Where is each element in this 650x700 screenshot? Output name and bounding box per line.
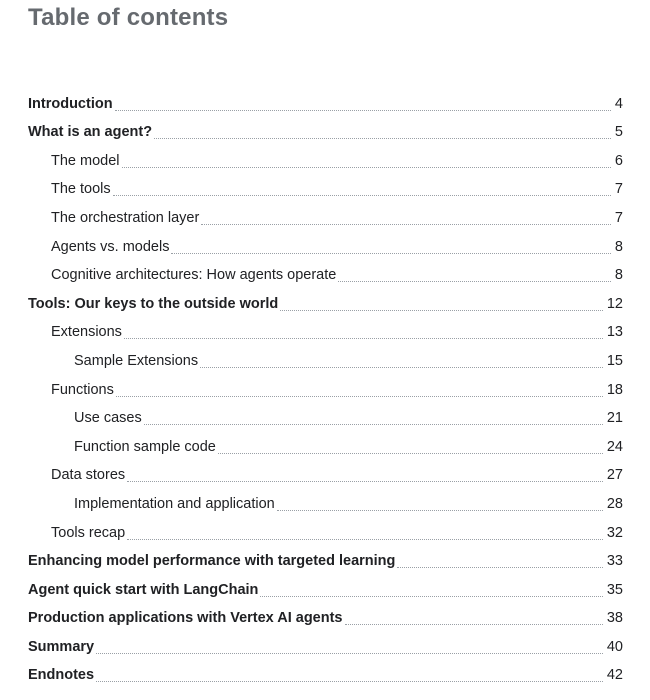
toc-entry-page: 4	[614, 95, 623, 112]
toc-entry-page: 15	[606, 352, 623, 369]
toc-entry-endnotes[interactable]	[28, 658, 623, 687]
toc-entry-what-is-an-agent[interactable]	[28, 115, 623, 144]
toc-entry-enhancing-model-performance[interactable]	[28, 544, 623, 573]
toc-entry-label: Data stores	[51, 467, 126, 484]
dot-leader	[345, 623, 603, 625]
toc-entry-label: Use cases	[74, 410, 142, 427]
toc-entry-page: 21	[606, 410, 623, 427]
toc-entry-label: Introduction	[28, 95, 113, 112]
toc-entry-label: Production applications with Vertex AI agents	[28, 610, 343, 627]
toc-entry-tools-recap[interactable]	[28, 515, 623, 544]
toc-entry-orchestration-layer[interactable]	[28, 200, 623, 229]
dot-leader	[277, 509, 603, 511]
page-title: Table of contents	[28, 4, 229, 31]
toc-entry-page: 18	[606, 381, 623, 398]
toc-entry-label: Implementation and application	[74, 495, 275, 512]
dot-leader	[338, 280, 611, 282]
dot-leader	[280, 309, 603, 311]
toc-entry-tools[interactable]	[28, 286, 623, 315]
toc-entry-summary[interactable]	[28, 629, 623, 658]
toc-entry-page: 12	[606, 295, 623, 312]
dot-leader	[96, 652, 603, 654]
toc-entry-label: Enhancing model performance with targeted learning	[28, 553, 396, 570]
dot-leader	[127, 538, 603, 540]
toc-entry-label: Extensions	[51, 324, 122, 341]
toc-entry-label: Summary	[28, 638, 95, 655]
toc-entry-page: 7	[614, 181, 623, 198]
toc-entry-label: Function sample code	[74, 438, 216, 455]
toc-entry-page: 38	[606, 610, 623, 627]
toc-entry-page: 33	[606, 553, 623, 570]
toc-entry-label: Sample Extensions	[74, 352, 199, 369]
toc-entry-label: Agents vs. models	[51, 238, 170, 255]
toc-entry-introduction[interactable]	[28, 86, 623, 115]
dot-leader	[96, 680, 603, 682]
toc-entry-sample-extensions[interactable]	[28, 343, 623, 372]
toc-entry-use-cases[interactable]	[28, 401, 623, 430]
toc-entry-page: 27	[606, 467, 623, 484]
toc-entry-cognitive-architectures[interactable]	[28, 258, 623, 287]
toc-entry-label: The orchestration layer	[51, 209, 200, 226]
toc-entry-implementation-and-application[interactable]	[28, 486, 623, 515]
toc-entry-page: 5	[614, 124, 623, 141]
toc-entry-the-tools[interactable]	[28, 172, 623, 201]
dot-leader	[116, 395, 603, 397]
toc-entry-label: Cognitive architectures: How agents operate	[51, 267, 337, 284]
dot-leader	[122, 166, 611, 168]
dot-leader	[115, 109, 611, 111]
toc-entry-agents-vs-models[interactable]	[28, 229, 623, 258]
toc-entry-page: 13	[606, 324, 623, 341]
toc-entry-agent-quick-start[interactable]	[28, 572, 623, 601]
toc-entry-label: Agent quick start with LangChain	[28, 581, 259, 598]
toc-entry-page: 28	[606, 495, 623, 512]
toc-entry-functions[interactable]	[28, 372, 623, 401]
toc-entry-page: 6	[614, 152, 623, 169]
dot-leader	[260, 595, 602, 597]
toc-entry-function-sample-code[interactable]	[28, 429, 623, 458]
toc-entry-extensions[interactable]	[28, 315, 623, 344]
toc-entry-label: The tools	[51, 181, 111, 198]
toc-entry-label: Tools: Our keys to the outside world	[28, 295, 279, 312]
dot-leader	[127, 480, 603, 482]
toc-entry-label: What is an agent?	[28, 124, 153, 141]
toc-entry-page: 24	[606, 438, 623, 455]
toc-list	[28, 86, 623, 686]
dot-leader	[171, 252, 610, 254]
dot-leader	[397, 566, 602, 568]
toc-entry-page: 8	[614, 238, 623, 255]
dot-leader	[154, 137, 611, 139]
toc-entry-production-applications[interactable]	[28, 601, 623, 630]
dot-leader	[144, 423, 603, 425]
toc-entry-page: 32	[606, 524, 623, 541]
dot-leader	[113, 194, 611, 196]
toc-entry-page: 42	[606, 667, 623, 684]
toc-entry-label: Functions	[51, 381, 114, 398]
dot-leader	[218, 452, 603, 454]
toc-entry-the-model[interactable]	[28, 143, 623, 172]
dot-leader	[201, 223, 611, 225]
dot-leader	[200, 366, 603, 368]
toc-entry-label: The model	[51, 152, 120, 169]
dot-leader	[124, 337, 603, 339]
toc-entry-data-stores[interactable]	[28, 458, 623, 487]
toc-entry-label: Endnotes	[28, 667, 95, 684]
toc-entry-label: Tools recap	[51, 524, 126, 541]
toc-entry-page: 35	[606, 581, 623, 598]
toc-entry-page: 8	[614, 267, 623, 284]
toc-entry-page: 7	[614, 209, 623, 226]
toc-entry-page: 40	[606, 638, 623, 655]
